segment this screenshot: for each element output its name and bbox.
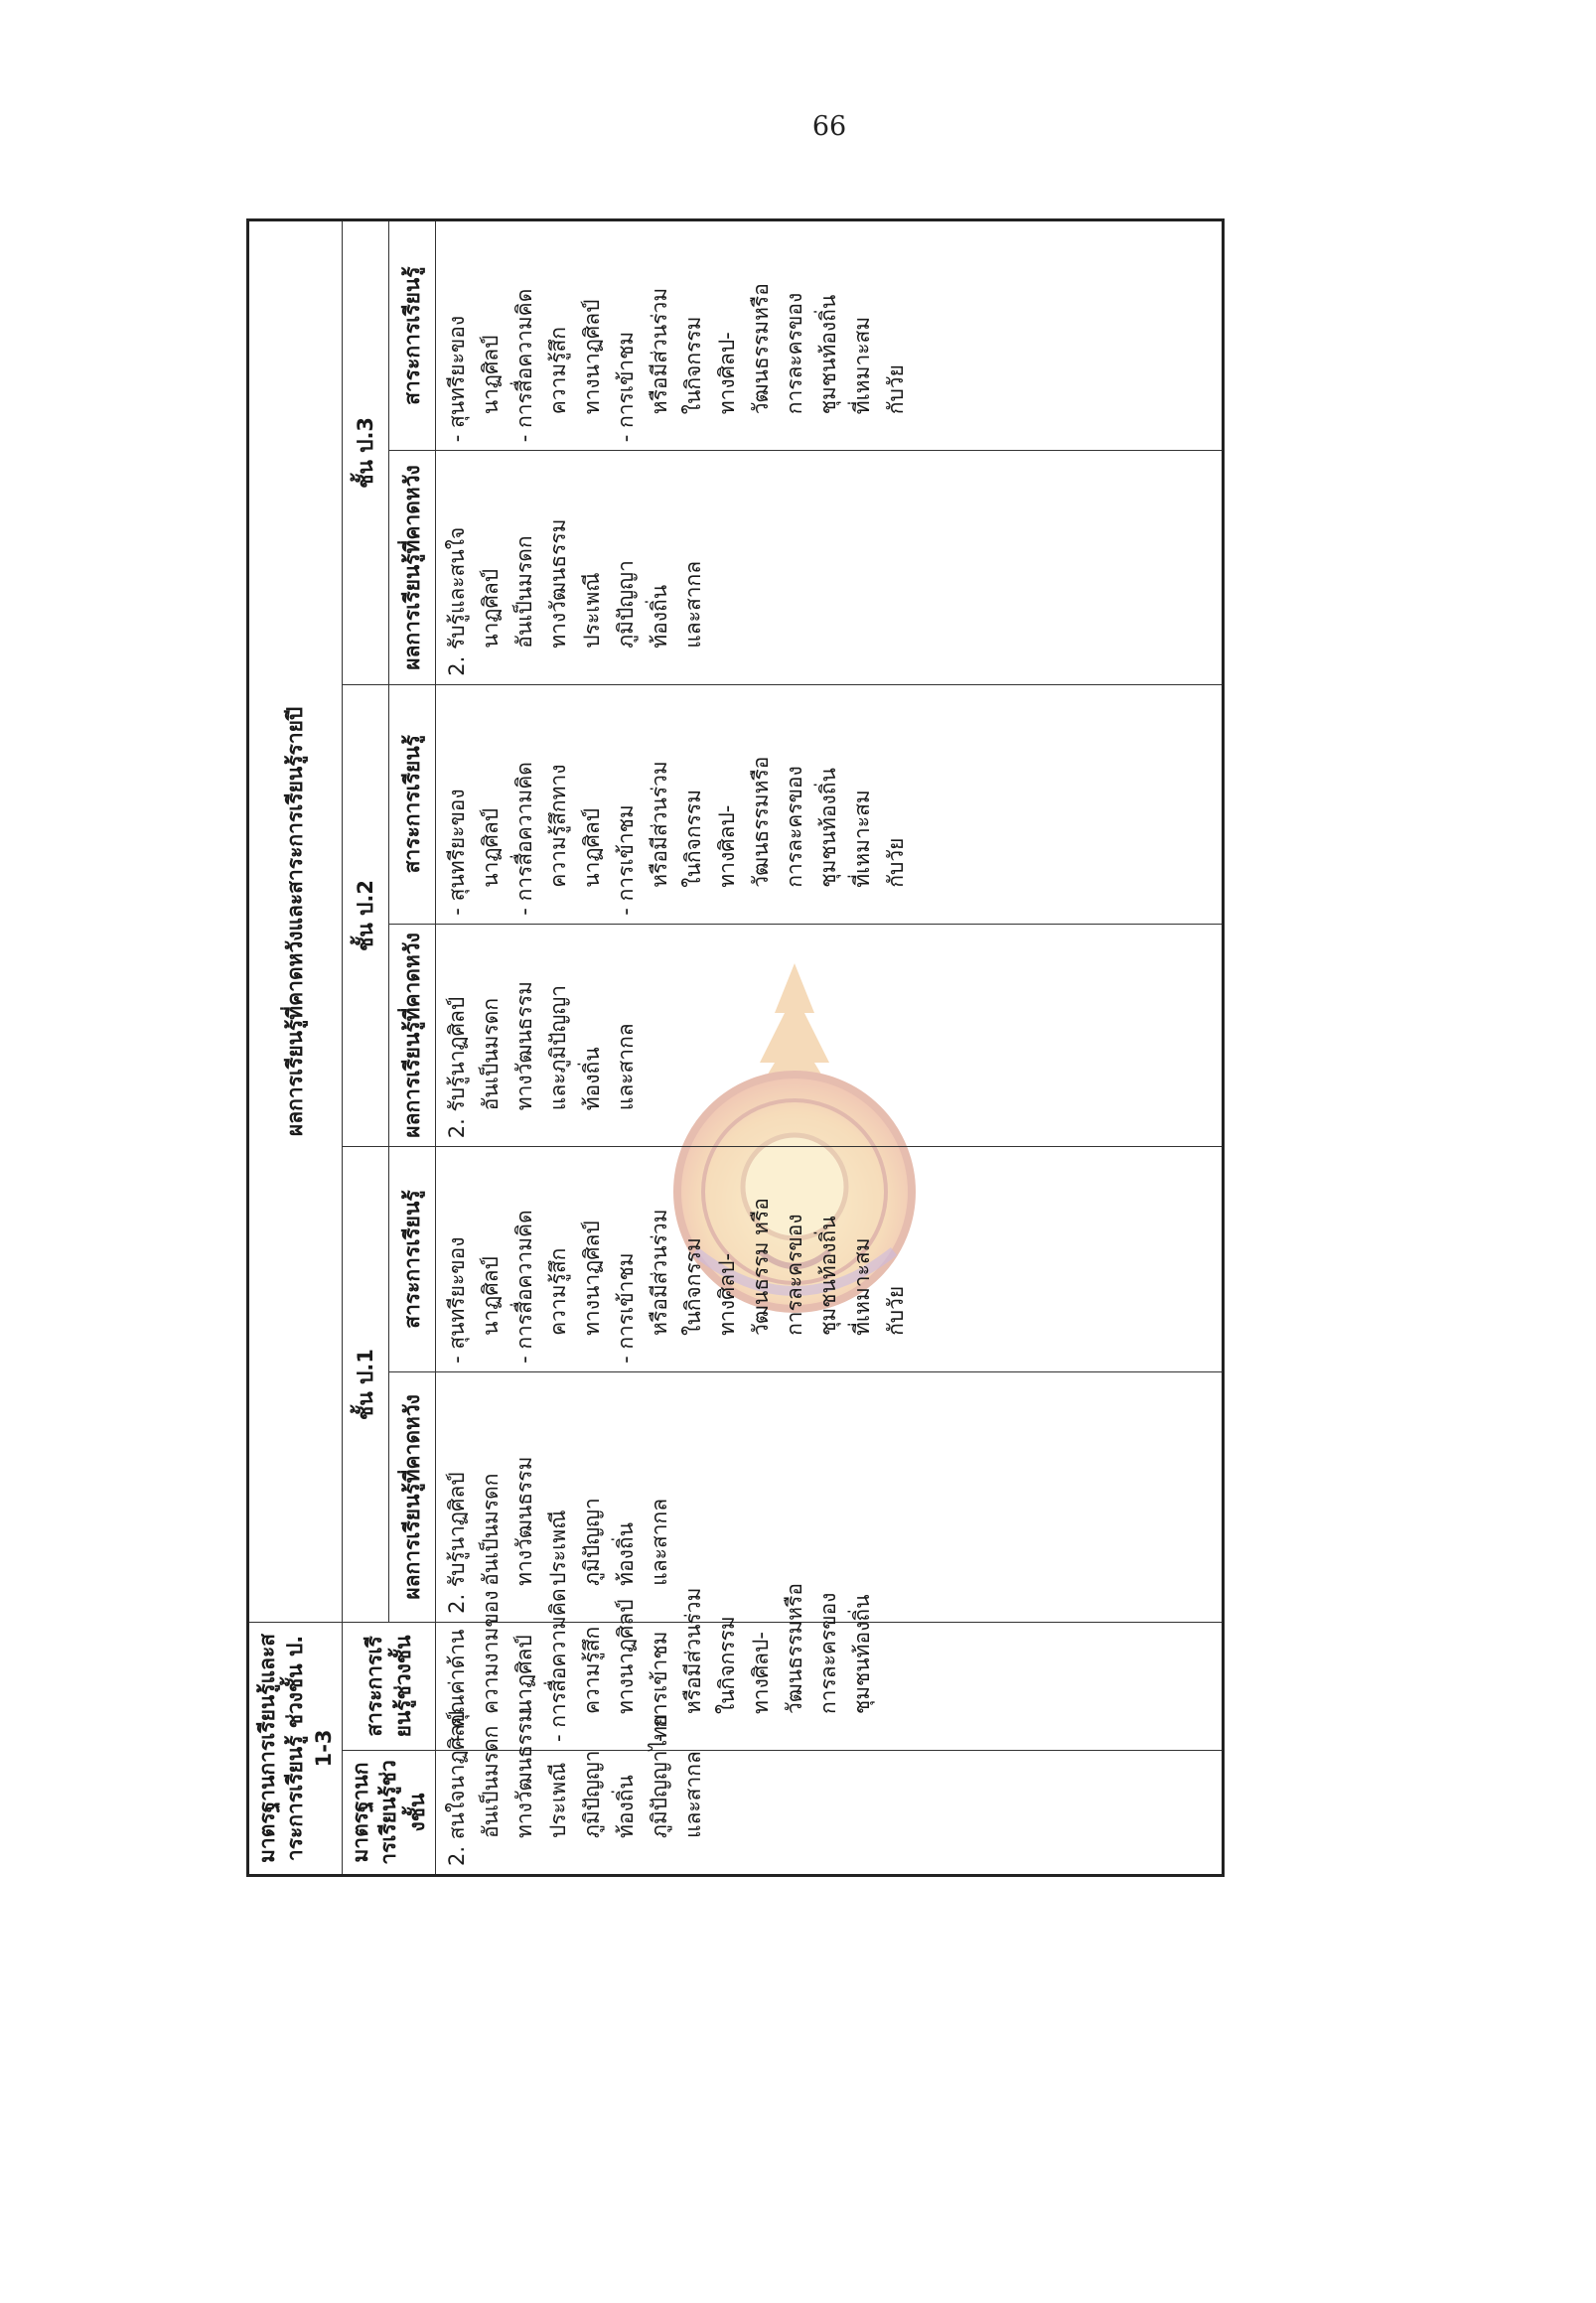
col-header-p2-content: สาระการเรียนรู้ xyxy=(389,684,436,924)
cell-line: และสากล xyxy=(614,1023,639,1111)
cell-line: ประเพณี xyxy=(580,572,605,648)
cell-line: - การสื่อความคิด xyxy=(512,762,537,916)
cell-line: วัฒนธรรมหรือ xyxy=(749,283,774,415)
cell-line: ในกิจกรรม xyxy=(681,1237,706,1336)
cell-line: ภูมิปัญญา xyxy=(580,1498,605,1586)
cell-line: หรือมีส่วนร่วม xyxy=(681,1587,706,1715)
cell-line: นาฏศิลป์ xyxy=(479,568,504,648)
col-header-p3-outcome: ผลการเรียนรู้ที่คาดหวัง xyxy=(389,451,436,684)
cell-line: การละครของ xyxy=(783,766,807,888)
cell-line: ทางวัฒนธรรม xyxy=(512,1456,537,1586)
cell-line: - การสื่อความคิด xyxy=(546,1588,571,1743)
cell-line: และสากล xyxy=(681,1751,706,1838)
grade-header-p1: ชั้น ป.1 xyxy=(343,1147,389,1623)
cell-line: นาฏศิลป์ xyxy=(479,335,504,415)
cell-line: ชุมชนท้องถิ่น xyxy=(850,1594,875,1715)
cell-line: - สุนทรียะของ xyxy=(445,315,470,443)
cell-line: การละครของ xyxy=(783,1214,807,1336)
cell-line: ทางนาฏศิลป์ xyxy=(614,1599,639,1715)
cell-line: 2. รับรู้นาฏศิลป์ xyxy=(445,1472,470,1614)
col-header-p3-content: สาระการเรียนรู้ xyxy=(389,220,436,451)
cell-line: - สุนทรียะของ xyxy=(445,1236,470,1364)
cell-line: กับวัย xyxy=(884,364,909,415)
cell-line: ในกิจกรรม xyxy=(681,316,706,415)
cell-line: ทางศิลป- xyxy=(715,804,740,888)
cell-line: นาฏศิลป์ xyxy=(512,1635,537,1715)
cell-line: ภูมิปัญญา xyxy=(580,1750,605,1838)
cell-line: ภูมิปัญญาไทย xyxy=(648,1713,672,1838)
cell-line: ความงามของ xyxy=(479,1590,504,1715)
cell-line: วัฒนธรรม หรือ xyxy=(749,1198,774,1336)
cell-line: กับวัย xyxy=(884,837,909,888)
cell-line: กับวัย xyxy=(884,1285,909,1336)
cell-line: ประเพณี xyxy=(546,1510,571,1586)
cell-line: และภูมิปัญญา xyxy=(546,984,571,1111)
cell-line: - การสื่อความคิด xyxy=(512,1210,537,1364)
cell-line: และสากล xyxy=(681,560,706,648)
cell-line: ชุมชนท้องถิ่น xyxy=(816,294,841,415)
col-header-content-range: สาระการเรียนรู้ช่วงชั้น xyxy=(343,1622,436,1750)
cell-line: การละครของ xyxy=(816,1592,841,1715)
cell-line: และสากล xyxy=(648,1498,672,1586)
col-header-standard: มาตรฐานการเรียนรู้ช่วงชั้น xyxy=(343,1751,436,1876)
cell-line: อันเป็นมรดก xyxy=(512,535,537,648)
curriculum-table xyxy=(246,218,1225,1877)
cell-line: ความรู้สึก xyxy=(580,1626,605,1715)
cell-line: นาฏศิลป์ xyxy=(580,807,605,888)
cell-line: นาฏศิลป์ xyxy=(479,807,504,888)
left-group-header: มาตรฐานการเรียนรู้และสาระการเรียนรู้ ช่วงชั้น ป.1-3 xyxy=(248,1622,343,1875)
cell-line: ชุมชนท้องถิ่น xyxy=(816,768,841,888)
cell-p2-outcome xyxy=(436,924,1224,1147)
cell-line: ท้องถิ่น xyxy=(580,1047,605,1111)
rotated-table-wrapper xyxy=(246,218,1225,1877)
cell-line: ทางนาฏศิลป์ xyxy=(580,299,605,415)
cell-line: ท้องถิ่น xyxy=(614,1775,639,1838)
cell-line: หรือมีส่วนร่วม xyxy=(648,287,672,415)
cell-line: ความรู้สึก xyxy=(546,326,571,415)
cell-line: - การเข้าชม xyxy=(614,331,639,443)
cell-line: ประเพณี xyxy=(546,1762,571,1838)
cell-line: ความรู้สึก xyxy=(546,1247,571,1336)
cell-content-range xyxy=(436,1582,1224,1750)
cell-line: อันเป็นมรดก xyxy=(479,997,504,1111)
cell-p1-content xyxy=(436,1147,1224,1372)
cell-line: ภูมิปัญญา xyxy=(614,560,639,648)
cell-line: ทางวัฒนธรรม xyxy=(512,980,537,1111)
cell-p3-outcome xyxy=(436,451,1224,684)
cell-line: ที่เหมาะสม xyxy=(850,1237,875,1336)
cell-line: หรือมีส่วนร่วม xyxy=(648,761,672,888)
cell-p2-content xyxy=(436,684,1224,924)
col-header-p1-outcome: ผลการเรียนรู้ที่คาดหวัง xyxy=(389,1371,436,1622)
cell-line: ในกิจกรรม xyxy=(681,789,706,888)
grade-header-p3: ชั้น ป.3 xyxy=(343,220,389,685)
cell-line: - การเข้าชม xyxy=(614,804,639,916)
cell-line: - การสื่อความคิด xyxy=(512,288,537,443)
header-row-grades xyxy=(343,220,389,1876)
cell-line: ชุมชนท้องถิ่น xyxy=(816,1216,841,1336)
cell-line: ท้องถิ่น xyxy=(614,1522,639,1586)
table-row xyxy=(436,220,1224,1876)
cell-p1-outcome xyxy=(436,1371,1224,1622)
cell-line: 2. รับรู้และสนใจ xyxy=(445,526,470,676)
cell-line: อันเป็นมรดก xyxy=(479,1473,504,1586)
cell-line: วัฒนธรรมหรือ xyxy=(783,1582,807,1715)
cell-line: - คุณค่าด้าน xyxy=(445,1629,470,1743)
cell-line: การละครของ xyxy=(783,292,807,415)
grade-header-p2: ชั้น ป.2 xyxy=(343,684,389,1146)
cell-line: ในกิจกรรม xyxy=(715,1616,740,1715)
cell-line: ทางนาฏศิลป์ xyxy=(580,1221,605,1336)
right-group-header: ผลการเรียนรู้ที่คาดหวังและสาระการเรียนรู้รายปี xyxy=(248,220,343,1623)
cell-p3-content xyxy=(436,220,1224,451)
cell-line: นาฏศิลป์ xyxy=(479,1256,504,1336)
cell-line: - การเข้าชม xyxy=(614,1252,639,1364)
cell-line: - การเข้าชม xyxy=(648,1631,672,1743)
cell-line: ที่เหมาะสม xyxy=(850,790,875,888)
col-header-p2-outcome: ผลการเรียนรู้ที่คาดหวัง xyxy=(389,924,436,1147)
page-number: 66 xyxy=(811,111,847,142)
cell-line: ทางวัฒนธรรม xyxy=(512,1708,537,1838)
cell-line: ทางศิลป- xyxy=(715,332,740,415)
cell-line: ทางศิลป- xyxy=(749,1632,774,1715)
cell-standard xyxy=(436,1708,1224,1876)
cell-line: วัฒนธรรมหรือ xyxy=(749,756,774,888)
cell-line: - สุนทรียะของ xyxy=(445,789,470,916)
cell-line: อันเป็นมรดก xyxy=(479,1725,504,1838)
header-row-groups xyxy=(248,220,343,1876)
cell-line: ทางศิลป- xyxy=(715,1252,740,1336)
cell-line: 2. สนใจนาฏศิลป์ xyxy=(445,1710,470,1866)
cell-line: ท้องถิ่น xyxy=(648,584,672,648)
cell-line: หรือมีส่วนร่วม xyxy=(648,1209,672,1336)
cell-line: ความรู้สึกทาง xyxy=(546,764,571,888)
cell-line: 2. รับรู้นาฏศิลป์ xyxy=(445,996,470,1139)
cell-line: ทางวัฒนธรรม xyxy=(546,518,571,648)
cell-line: ที่เหมาะสม xyxy=(850,316,875,415)
col-header-p1-content: สาระการเรียนรู้ xyxy=(389,1147,436,1372)
